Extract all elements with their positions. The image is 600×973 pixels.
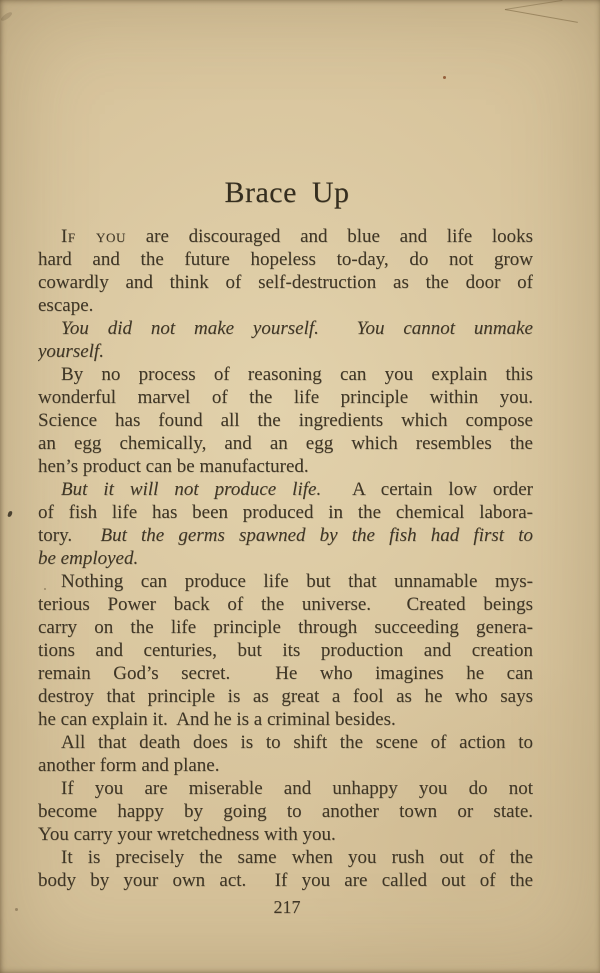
text-line	[38, 800, 533, 823]
text-run: remain God’s secret. He who imagines he can	[38, 663, 533, 684]
text-run: A certain low order	[321, 479, 533, 500]
text-line	[38, 478, 533, 501]
text-line	[38, 846, 533, 869]
text-block	[38, 225, 533, 892]
text-run: become happy by going to another town or state.	[38, 801, 533, 822]
text-line	[38, 570, 533, 593]
text-run: body by your own act. If you are called out of the	[38, 870, 533, 891]
text-run: Science has found all the ingredients which compose	[38, 410, 533, 431]
text-run: an egg chemically, and an egg which resembles the	[38, 433, 533, 454]
text-line	[38, 409, 533, 432]
text-line	[38, 754, 533, 777]
text-line	[38, 501, 533, 524]
text-run: By no process of reasoning can you explain this	[61, 364, 533, 385]
paper-crease-line	[505, 9, 578, 23]
text-line	[38, 294, 533, 317]
text-line	[38, 317, 533, 340]
text-line	[38, 340, 533, 363]
text-run: If you are miserable and unhappy you do not	[61, 778, 533, 799]
text-line	[38, 639, 533, 662]
ink-smudge	[0, 11, 13, 23]
text-run: All that death does is to shift the scene of action to	[61, 732, 533, 753]
text-line	[38, 685, 533, 708]
text-run: Nothing can produce life but that unnamable mys-	[61, 571, 533, 592]
text-run: tions and centuries, but its production and creation	[38, 640, 533, 661]
text-run: destroy that principle is as great a fool as he who says	[38, 686, 533, 707]
text-run: If you	[61, 226, 127, 247]
text-run: terious Power back of the universe. Created beings	[38, 594, 533, 615]
text-run: hard and the future hopeless to-day, do not grow	[38, 249, 533, 270]
text-line	[38, 225, 533, 248]
ink-speck	[443, 76, 446, 79]
text-run: But it will not produce life.	[61, 479, 322, 500]
text-line	[38, 271, 533, 294]
text-run: escape.	[38, 295, 94, 316]
text-line	[38, 363, 533, 386]
text-line	[38, 731, 533, 754]
text-line	[38, 616, 533, 639]
text-run: You carry your wretchedness with you.	[38, 824, 336, 845]
text-run: he can explain it. And he is a criminal besides.	[38, 709, 396, 730]
text-run: another form and plane.	[38, 755, 220, 776]
text-run: carry on the life principle through succeeding genera-	[38, 617, 533, 638]
text-line	[38, 662, 533, 685]
ink-speck	[7, 511, 12, 518]
text-run: You did not make yourself. You cannot unmake	[61, 318, 533, 339]
text-run: cowardly and think of self-destruction as the door of	[38, 272, 533, 293]
ink-speck	[15, 908, 18, 911]
text-line	[38, 455, 533, 478]
paper-crease-line	[505, 0, 562, 10]
text-line	[38, 524, 533, 547]
text-line	[38, 593, 533, 616]
text-run: of fish life has been produced in the chemical labora-	[38, 502, 533, 523]
text-line	[38, 386, 533, 409]
text-run: tory.	[38, 525, 101, 546]
text-run: be employed.	[38, 548, 139, 569]
text-line	[38, 248, 533, 271]
text-run: hen’s product can be manufactured.	[38, 456, 309, 477]
text-run: wonderful marvel of the life principle within you.	[38, 387, 533, 408]
text-line	[38, 777, 533, 800]
page-number: 217	[273, 897, 301, 917]
text-line	[38, 432, 533, 455]
text-line	[38, 823, 533, 846]
text-line	[38, 708, 533, 731]
text-line	[38, 869, 533, 892]
text-run: yourself.	[38, 341, 104, 362]
text-run: But the germs spawned by the fish had first to	[100, 525, 533, 546]
text-run: It is precisely the same when you rush out of the	[61, 847, 533, 868]
text-line	[38, 547, 533, 570]
chapter-title: Brace Up	[224, 176, 350, 209]
text-run: are discouraged and blue and life looks	[126, 226, 533, 247]
